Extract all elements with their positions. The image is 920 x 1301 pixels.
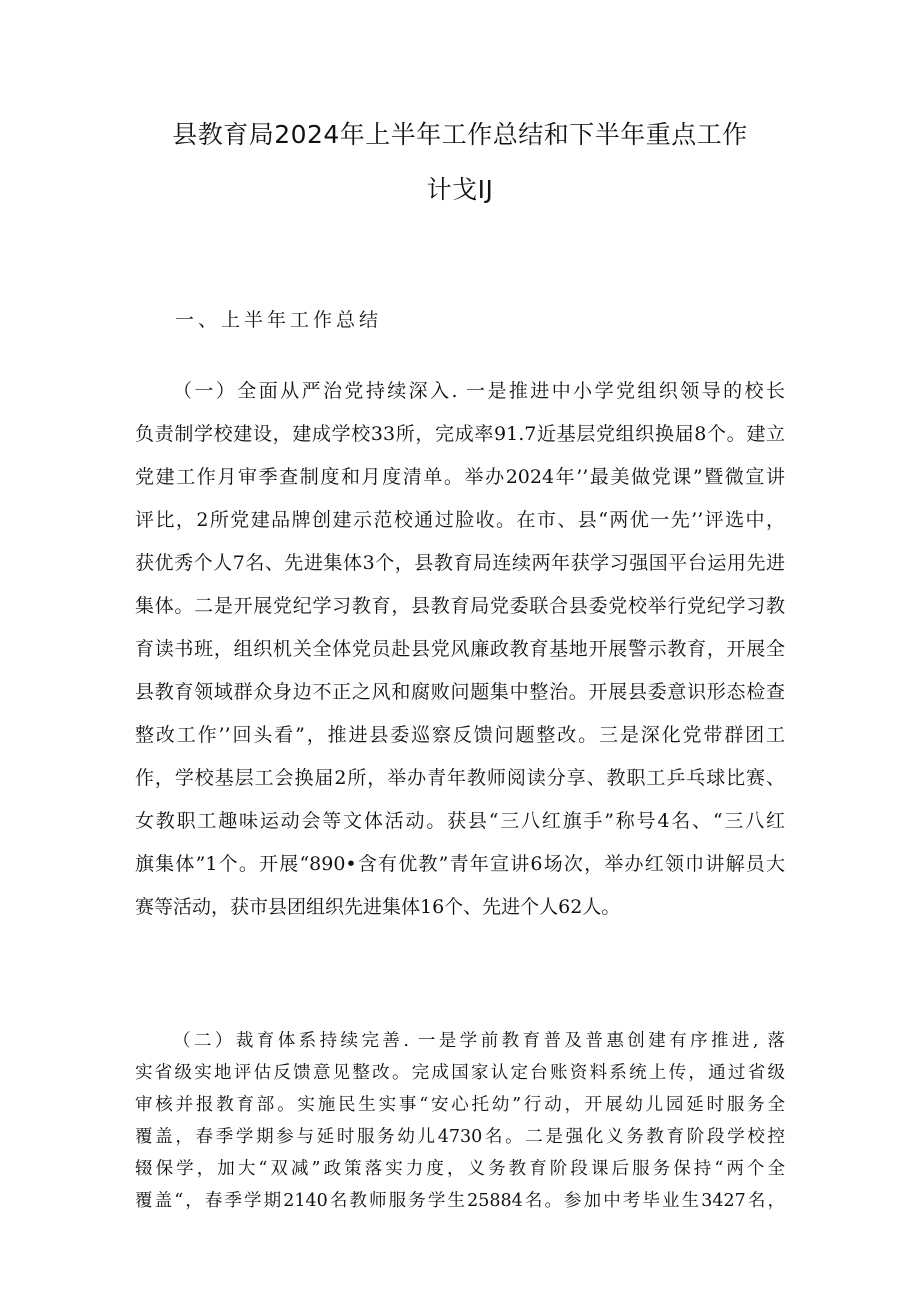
paragraph-line: 覆盖，春季学期参与延时服务幼儿4730名。二是强化义务教育阶段学校控 bbox=[135, 1127, 785, 1147]
paragraph-line: 集体。二是开展党纪学习教育，县教育局党委联合县委党校举行党纪学习教 bbox=[135, 595, 785, 617]
paragraph-line: 实省级实地评估反馈意见整改。完成国家认定台账资料系统上传，通过省级 bbox=[135, 1063, 785, 1083]
paragraph-party-building bbox=[135, 370, 785, 929]
section-heading: 一、上半年工作总结 bbox=[175, 309, 383, 331]
document-title-line-1: 县教育局2024年上半年工作总结和下半年重点工作 bbox=[172, 120, 748, 149]
paragraph-line: 育读书班，组织机关全体党员赴县党风廉政教育基地开展警示教育，开展全 bbox=[135, 638, 785, 660]
paragraph-line: 党建工作月审季查制度和月度清单。举办2024年’’最美做党课”暨微宣讲 bbox=[135, 466, 785, 488]
paragraph-line: 负责制学校建设，建成学校33所，完成率91.7近基层党组织换届8个。建立 bbox=[135, 423, 785, 445]
paragraph-line: 整改工作’’回头看”，推进县委巡察反馈问题整改。三是深化党带群团工 bbox=[135, 724, 785, 746]
paragraph-line: 获优秀个人7名、先进集体3个，县教育局连续两年获学习强国平台运用先进 bbox=[135, 552, 785, 574]
paragraph-education-system bbox=[135, 1025, 785, 1217]
paragraph-line: 覆盖“，春季学期2140名教师服务学生25884名。参加中考毕业生3427名， bbox=[135, 1191, 785, 1211]
paragraph-line: 辍保学，加大“双减”政策落实力度，义务教育阶段课后服务保持“两个全 bbox=[135, 1159, 785, 1179]
paragraph-line: 女教职工趣味运动会等文体活动。获县“三八红旗手”称号4名、“三八红 bbox=[135, 810, 785, 832]
paragraph-line: 赛等活动，获市县团组织先进集体16个、先进个人62人。 bbox=[135, 896, 621, 918]
document-title-line-2: 计戈IJ bbox=[426, 175, 494, 204]
paragraph-line: 旗集体”1个。开展“890•含有优教”青年宣讲6场次，举办红领巾讲解员大 bbox=[135, 853, 785, 875]
paragraph-line: 审核并报教育部。实施民生实事“安心托幼”行动，开展幼儿园延时服务全 bbox=[135, 1095, 785, 1115]
paragraph-line: 评比，2所党建品牌创建示范校通过脸收。在市、县“两优一先’’评选中， bbox=[135, 509, 785, 531]
paragraph-line: 作，学校基层工会换届2所，举办青年教师阅读分享、教职工乒乓球比赛、 bbox=[135, 767, 785, 789]
paragraph-line: （一）全面从严治党持续深入. 一是推进中小学党组织领导的校长 bbox=[173, 380, 785, 402]
paragraph-line: （二）裁育体系持续完善. 一是学前教育普及普惠创建有序推进, 落 bbox=[173, 1031, 785, 1051]
paragraph-line: 县教育领域群众身边不正之风和腐败问题集中整治。开展县委意识形态检查 bbox=[135, 681, 785, 703]
